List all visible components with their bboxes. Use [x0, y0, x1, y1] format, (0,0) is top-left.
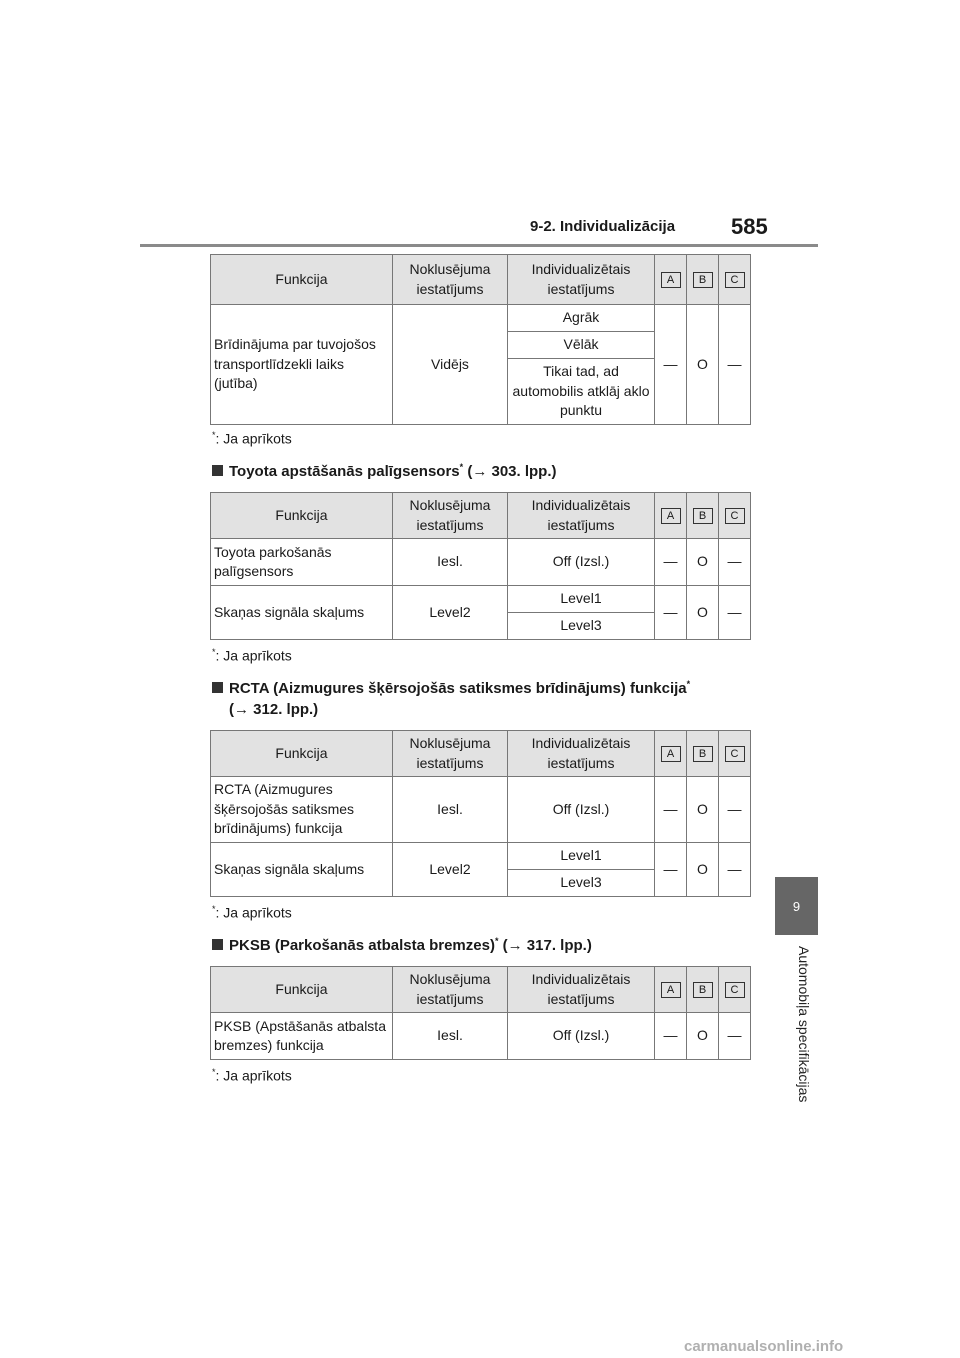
mark-a: —: [655, 539, 687, 586]
mark-a: —: [655, 586, 687, 640]
default-cell: Iesl.: [393, 539, 508, 586]
settings-table-rcta: [210, 730, 751, 897]
section-header-title: 9-2. Individualizācija: [530, 218, 676, 235]
function-cell: Skaņas signāla skaļums: [211, 843, 393, 897]
chapter-tab: [775, 877, 818, 935]
function-cell: Brīdinājuma par tuvojošos transportlīdzekli laiks (jutība): [211, 305, 393, 425]
column-b-label: B: [693, 982, 713, 998]
settings-table-pksb: [210, 966, 751, 1060]
watermark: carmanualsonline.info: [684, 1338, 844, 1355]
footnote: *: Ja aprīkots: [212, 904, 292, 921]
section-title-pksb: PKSB (Parkošanās atbalsta bremzes)* (→ 317. lpp.): [212, 936, 592, 954]
column-c-label: C: [725, 508, 745, 524]
mark-b: O: [687, 777, 719, 843]
footnote: *: Ja aprīkots: [212, 1067, 292, 1084]
column-c-label: C: [725, 746, 745, 762]
settings-table-blind-spot: [210, 254, 751, 425]
column-c-label: C: [725, 982, 745, 998]
column-b-label: B: [693, 272, 713, 288]
column-a-label: A: [661, 746, 681, 762]
header-function: Funkcija: [211, 731, 393, 777]
mark-a: —: [655, 305, 687, 425]
default-cell: Vidējs: [393, 305, 508, 425]
header-default: Noklusējuma iestatījums: [393, 967, 508, 1013]
footnote: *: Ja aprīkots: [212, 647, 292, 664]
mark-c: —: [719, 843, 751, 897]
header-custom: Individualizētais iestatījums: [508, 731, 655, 777]
column-a-label: A: [661, 272, 681, 288]
mark-b: O: [687, 586, 719, 640]
footnote: *: Ja aprīkots: [212, 430, 292, 447]
option-cell: Level1: [508, 586, 655, 613]
mark-c: —: [719, 539, 751, 586]
option-cell: Off (Izsl.): [508, 777, 655, 843]
mark-b: O: [687, 1013, 719, 1060]
option-cell: Level1: [508, 843, 655, 870]
section-ref-rcta: (→ 312. lpp.): [229, 701, 319, 718]
function-cell: Skaņas signāla skaļums: [211, 586, 393, 640]
section-title-parking-sensor: Toyota apstāšanās palīgsensors* (→ 303. lpp.): [212, 462, 557, 480]
section-bullet: [212, 682, 223, 693]
chapter-number: 9: [792, 898, 801, 914]
default-cell: Iesl.: [393, 1013, 508, 1060]
option-cell: Vēlāk: [508, 332, 655, 359]
mark-c: —: [719, 1013, 751, 1060]
settings-table-parking-sensor: [210, 492, 751, 640]
column-c-label: C: [725, 272, 745, 288]
function-cell: RCTA (Aizmugures šķērsojošās satiksmes brīdinājums) funkcija: [211, 777, 393, 843]
header-default: Noklusējuma iestatījums: [393, 493, 508, 539]
mark-a: —: [655, 1013, 687, 1060]
column-b-label: B: [693, 746, 713, 762]
header-function: Funkcija: [211, 967, 393, 1013]
option-cell: Level3: [508, 870, 655, 897]
header-default: Noklusējuma iestatījums: [393, 731, 508, 777]
header-function: Funkcija: [211, 493, 393, 539]
mark-b: O: [687, 843, 719, 897]
option-cell: Off (Izsl.): [508, 539, 655, 586]
header-default: Noklusējuma iestatījums: [393, 255, 508, 305]
chapter-side-label: Automobiļa specifikācijas: [796, 946, 812, 1103]
option-cell: Agrāk: [508, 305, 655, 332]
header-divider: [140, 244, 818, 247]
option-cell: Off (Izsl.): [508, 1013, 655, 1060]
header-custom: Individualizētais iestatījums: [508, 967, 655, 1013]
mark-a: —: [655, 777, 687, 843]
function-cell: PKSB (Apstāšanās atbalsta bremzes) funkcija: [211, 1013, 393, 1060]
section-bullet: [212, 939, 223, 950]
section-bullet: [212, 465, 223, 476]
default-cell: Iesl.: [393, 777, 508, 843]
column-b-label: B: [693, 508, 713, 524]
default-cell: Level2: [393, 586, 508, 640]
page-number: 585: [731, 214, 768, 239]
column-a-label: A: [661, 982, 681, 998]
default-cell: Level2: [393, 843, 508, 897]
option-cell: Level3: [508, 613, 655, 640]
header-custom: Individualizētais iestatījums: [508, 493, 655, 539]
mark-c: —: [719, 305, 751, 425]
mark-c: —: [719, 586, 751, 640]
header-function: Funkcija: [211, 255, 393, 305]
option-cell: Tikai tad, ad automobilis atklāj aklo punktu: [508, 359, 655, 425]
mark-c: —: [719, 777, 751, 843]
mark-b: O: [687, 539, 719, 586]
mark-a: —: [655, 843, 687, 897]
column-a-label: A: [661, 508, 681, 524]
mark-b: O: [687, 305, 719, 425]
header-custom: Individualizētais iestatījums: [508, 255, 655, 305]
function-cell: Toyota parkošanās palīgsensors: [211, 539, 393, 586]
section-title-rcta: RCTA (Aizmugures šķērsojošās satiksmes brīdinājums) funkcija*: [212, 679, 690, 697]
